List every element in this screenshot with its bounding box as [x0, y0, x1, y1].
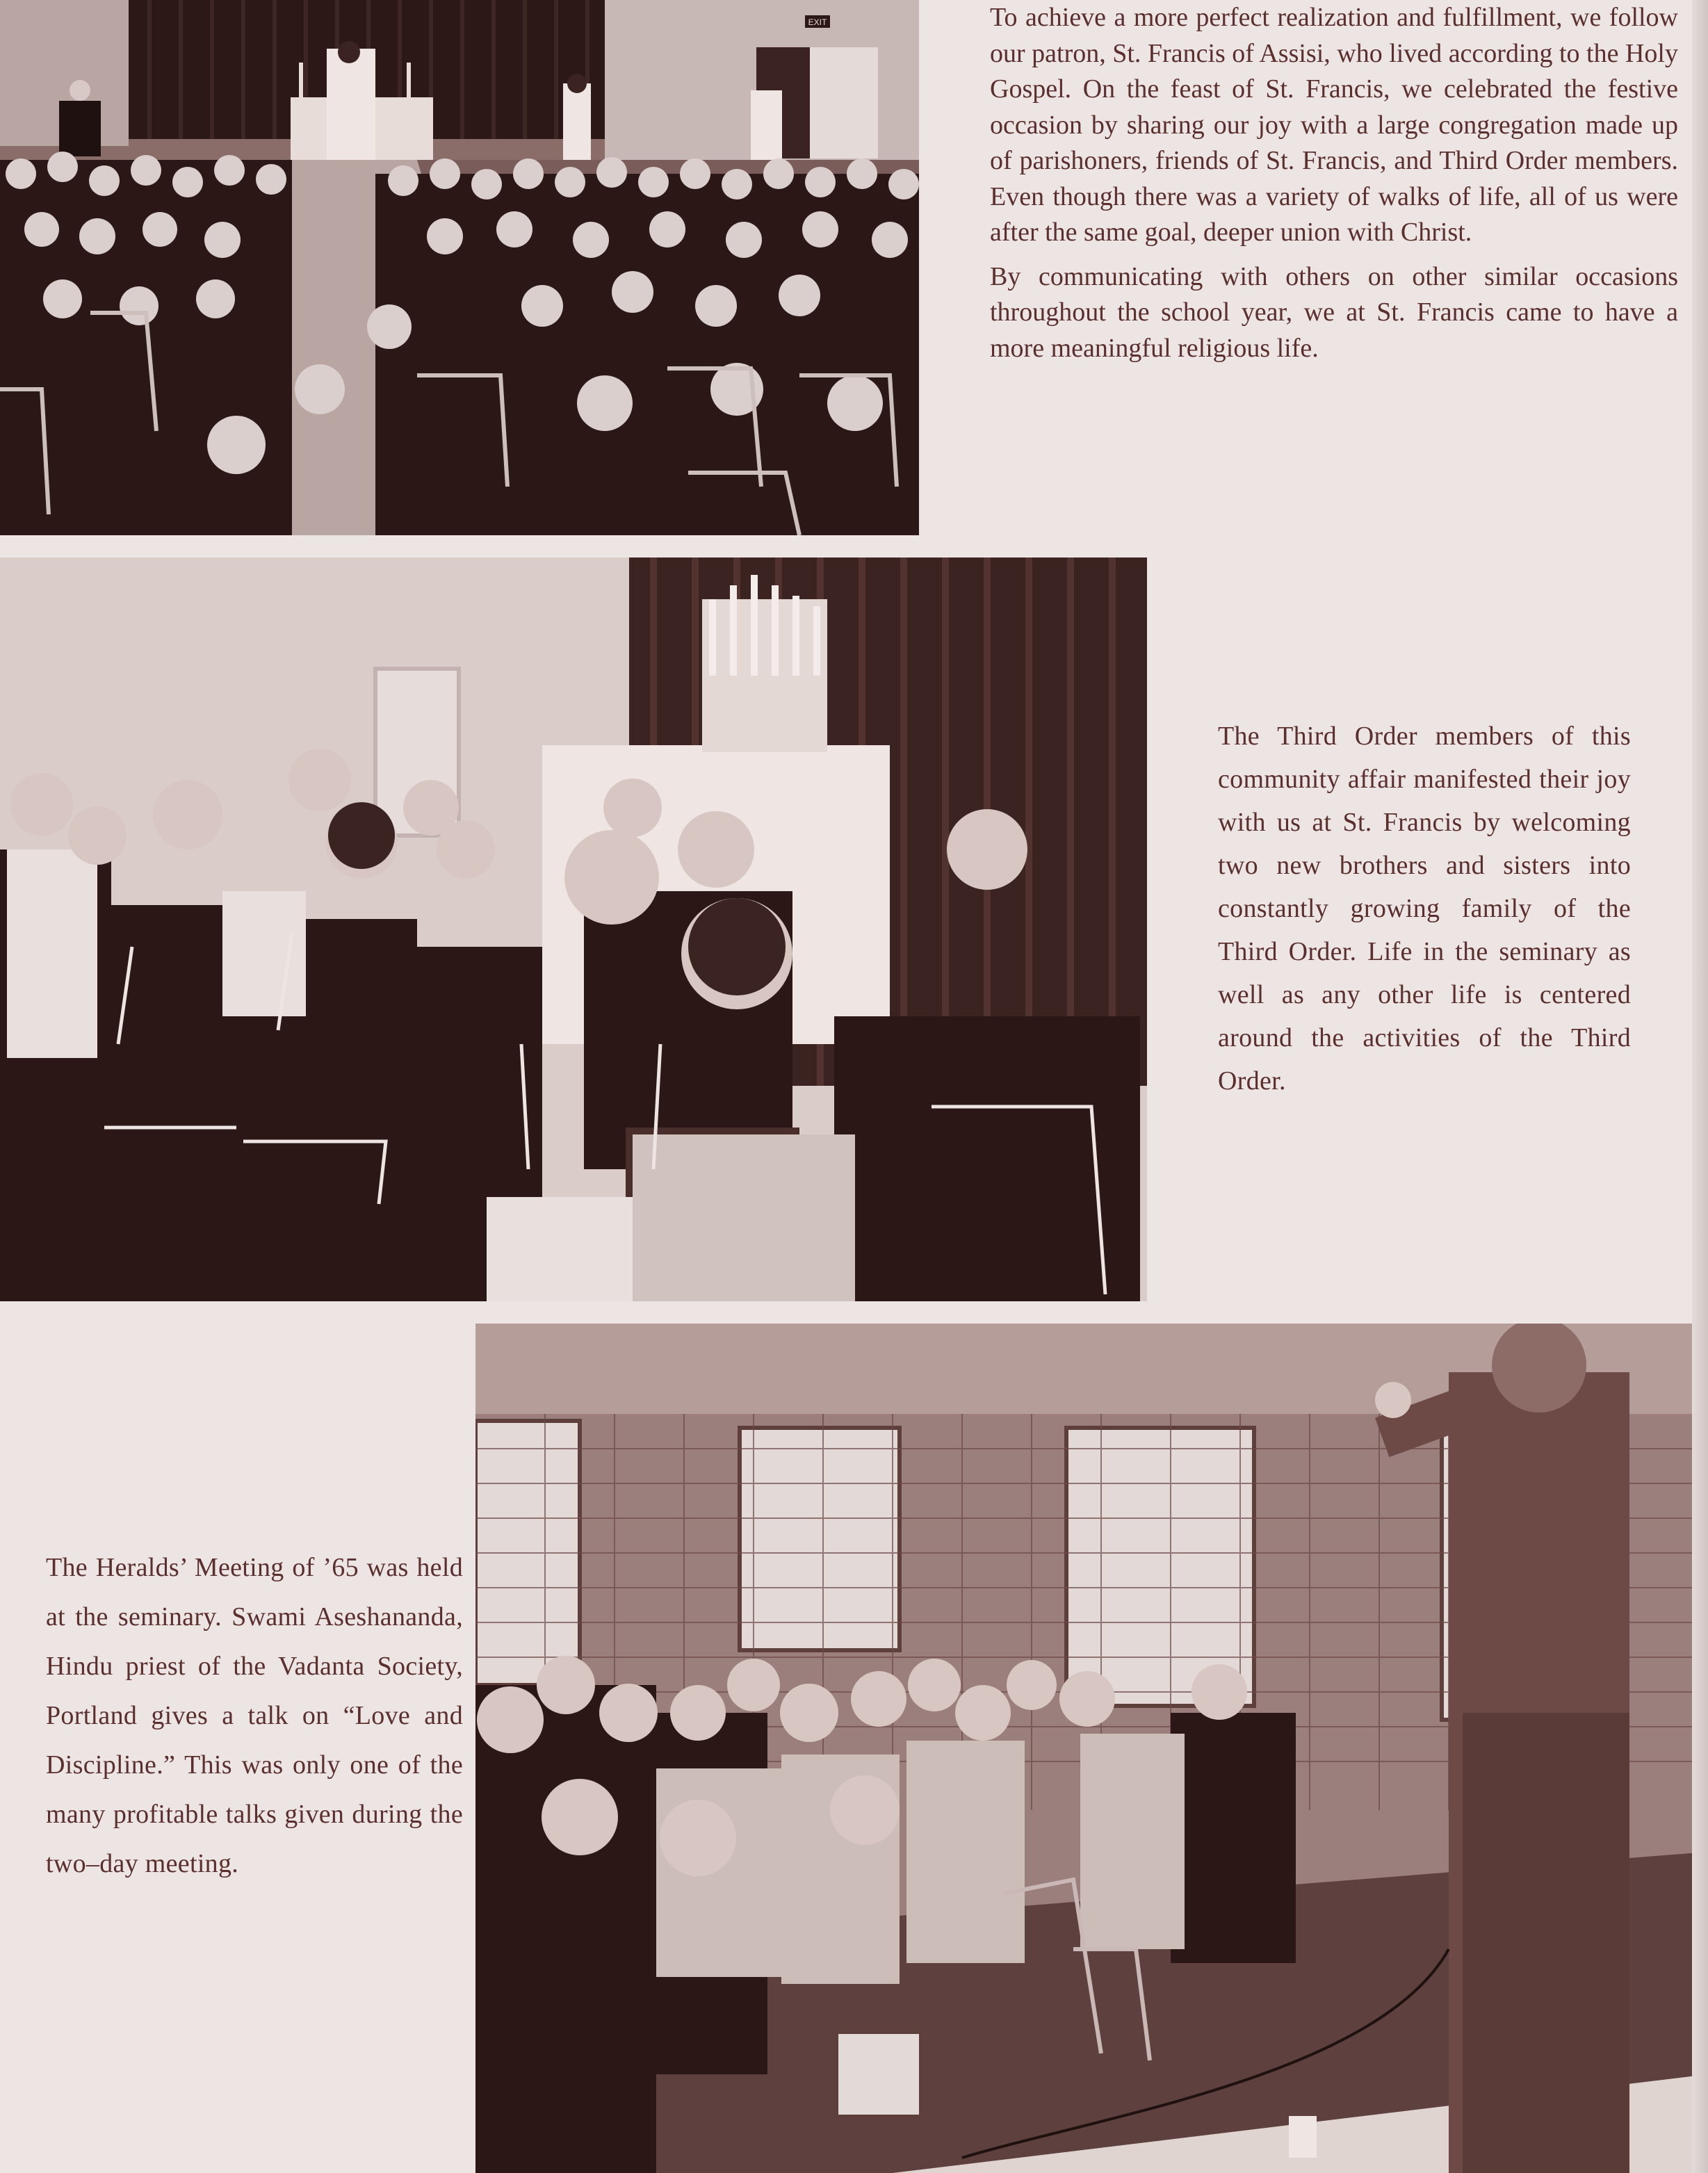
third-order-caption-text: The Third Order members of this community affair manifested their joy with us at St. Francis by welcoming two new brothers and sisters into constantly growing family of the Third Order. Life in the seminary as well as any other life is centered around the activities of the Third Order.	[1218, 722, 1631, 1096]
photo-congregation-at-mass	[0, 0, 919, 535]
page-binding-edge	[1692, 0, 1708, 2173]
meeting-photo-image	[475, 1324, 1708, 2173]
heralds-caption	[46, 1543, 463, 1889]
mass-caption-paragraph-2: By communicating with others on other similar occasions throughout the school year, we at St. Francis came to have a more meaningful religious life.	[990, 261, 1678, 363]
heralds-caption-text: The Heralds’ Meeting of ’65 was held at the seminary. Swami Aseshananda, Hindu priest of the Vadanta Society, Portland gives a talk on “Love and Discipline.” This was only one of the many profitable talks given during the two–day meeting.	[46, 1553, 463, 1878]
exit-sign: EXIT	[808, 17, 827, 27]
third-order-caption	[1218, 715, 1631, 1102]
reception-photo-image	[0, 558, 1147, 1301]
photo-heralds-meeting-talk	[475, 1324, 1708, 2173]
mass-caption-paragraph-1: To achieve a more perfect realization and fulfillment, we follow our patron, St. Francis of Assisi, who lived according to the Holy Gospel. On the feast of St. Francis, we celebrated the festive occasion by sharing our joy with a large congregation made up of parishoners, friends of St. Francis, and Third Order members. Even though there was a variety of walks of life, all of us were after the same goal, deeper union with Christ.	[990, 3, 1678, 247]
mass-photo-image	[0, 0, 919, 535]
photo-third-order-reception	[0, 558, 1147, 1301]
mass-caption	[990, 0, 1678, 366]
